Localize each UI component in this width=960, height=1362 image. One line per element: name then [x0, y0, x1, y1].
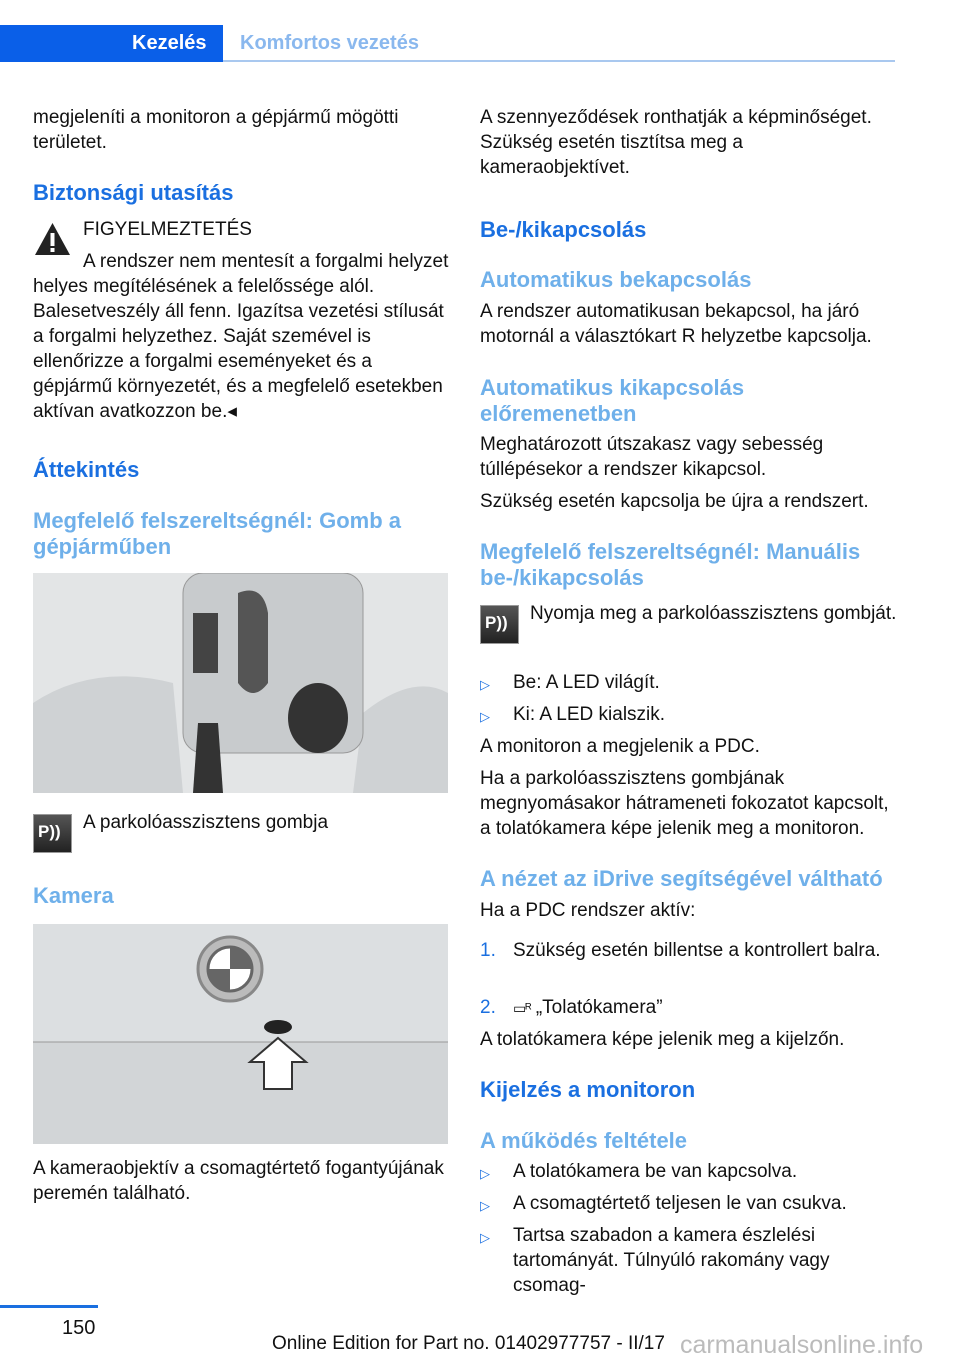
- heading-safety: Biztonsági utasítás: [33, 180, 234, 205]
- pdc-button-icon: P)): [33, 814, 72, 853]
- list-item: ▷ A csomagtértető teljesen le van csukva.: [480, 1191, 898, 1216]
- warning-text: A rendszer nem mentesít a forgalmi helyzet helyes megítélésének a felelőssége alól. Balesetveszély áll fenn. Igazítsa vezetési stílusát a forgalmi helyzethez. Saját szemével is ellenőrizze a forgalmi eseményeket és a gépjármű környezetét, és a megfelelő esetekben aktívan avatkozzon be.◂: [33, 251, 449, 422]
- triangle-bullet-icon: ▷: [480, 1166, 490, 1181]
- header-divider: [223, 60, 895, 62]
- camera-image: [33, 924, 448, 1144]
- heading-manual: Megfelelő felszereltségnél: Manuális be-/kikapcsolás: [480, 539, 861, 590]
- camera-caption: A kameraobjektív a csomagtértető fogantyújának peremén található.: [33, 1158, 444, 1204]
- watermark: carmanualsonline.info: [680, 1331, 924, 1359]
- button-caption: A parkolóasszisztens gombja: [83, 812, 329, 833]
- list-item: ▷ Tartsa szabadon a kamera észlelési tartományát. Túlnyúló rakomány vagy csomag-: [480, 1225, 830, 1296]
- auto-on-text: A rendszer automatikusan bekapcsol, ha járó motornál a választókart R helyzetbe kapcsolja.: [480, 301, 872, 347]
- heading-overview: Áttekintés: [33, 457, 140, 482]
- console-image: [33, 573, 448, 793]
- list-item: ▷ Ki: A LED kialszik.: [480, 702, 898, 727]
- heading-display: Kijelzés a monitoron: [480, 1077, 696, 1102]
- intro-text: megjeleníti a monitoron a gépjármű mögötti területet.: [33, 107, 399, 153]
- triangle-bullet-icon: ▷: [480, 1230, 490, 1245]
- camera-menu-icon: ▭ᴿ: [513, 1000, 531, 1016]
- heading-condition: A működés feltétele: [480, 1128, 688, 1153]
- triangle-bullet-icon: ▷: [480, 709, 490, 724]
- reverse-text: Ha a parkolóasszisztens gombjának megnyomásakor hátrameneti fokozatot kapcsolt, a tolatókamera képe jelenik meg a monitoron.: [480, 768, 889, 839]
- auto-off-text: Meghatározott útszakasz vagy sebesség túllépésekor a rendszer kikapcsol.: [480, 434, 824, 480]
- heading-auto-off: Automatikus kikapcsolás előremenetben: [480, 375, 745, 426]
- pdc-button-icon: P)): [480, 605, 519, 644]
- triangle-bullet-icon: ▷: [480, 677, 490, 692]
- dirt-text: A szennyeződések ronthatják a képminőséget. Szükség esetén tisztítsa meg a kameraobjektívet.: [480, 107, 872, 178]
- pdc-text: A monitoron a megjelenik a PDC.: [480, 736, 760, 757]
- list-item: ▷ A tolatókamera be van kapcsolva.: [480, 1159, 898, 1184]
- step-item: 2. ▭ᴿ „Tolatókamera”: [480, 997, 663, 1018]
- warning-title: FIGYELMEZTETÉS: [83, 219, 252, 240]
- heading-camera: Kamera: [33, 883, 114, 908]
- idrive-intro: Ha a PDC rendszer aktív:: [480, 900, 696, 921]
- heading-idrive: A nézet az iDrive segítségével váltható: [480, 866, 883, 891]
- auto-off-text2: Szükség esetén kapcsolja be újra a rendszert.: [480, 491, 869, 512]
- edition-text: Online Edition for Part no. 01402977757 - II/17: [272, 1333, 665, 1354]
- tab-komfortos-vezetes[interactable]: Komfortos vezetés: [240, 32, 419, 54]
- footer-divider: [0, 1305, 98, 1308]
- step-item: 1. Szükség esetén billentse a kontrollert balra.: [480, 940, 881, 961]
- page-number: 150: [62, 1317, 96, 1339]
- list-item: ▷ Be: A LED világít.: [480, 670, 898, 695]
- triangle-bullet-icon: ▷: [480, 1198, 490, 1213]
- heading-button: Megfelelő felszereltségnél: Gomb a gépjárműben: [33, 508, 401, 559]
- tab-kezeles[interactable]: Kezelés: [0, 25, 223, 62]
- heading-onoff: Be-/kikapcsolás: [480, 217, 647, 242]
- manual-text: Nyomja meg a parkolóasszisztens gombját.: [530, 603, 897, 624]
- heading-auto-on: Automatikus bekapcsolás: [480, 267, 752, 292]
- step-result: A tolatókamera képe jelenik meg a kijelzőn.: [480, 1029, 845, 1050]
